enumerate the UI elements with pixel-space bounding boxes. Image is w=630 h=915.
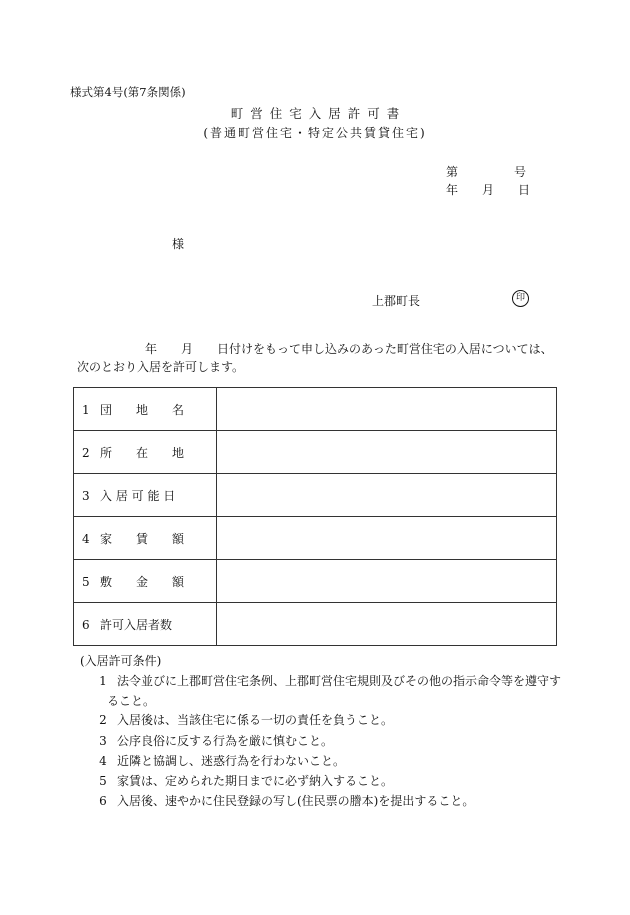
number-prefix: 第 [446,165,459,179]
permit-details-table [73,387,557,646]
row-value-cell[interactable] [217,603,557,646]
condition-text: 近隣と協調し、迷惑行為を行わないこと。 [117,754,346,768]
table-row [74,517,557,560]
condition-item [89,772,393,789]
condition-number: 6 [99,794,107,808]
row-label: 許可入居者数 [100,617,173,632]
row-label: 所 在 地 [100,445,185,460]
row-label-cell [74,560,217,603]
intro-line-2: 次のとおり入居を許可します。 [77,360,245,374]
document-title: 町営住宅入居許可書 [230,106,407,121]
condition-number: 3 [99,734,107,748]
document-subtitle: (普通町営住宅・特定公共賃貸住宅) [203,126,427,140]
row-label: 敷 金 額 [100,574,185,589]
row-label: 入 居 可 能 日 [100,488,176,503]
number-suffix: 号 [514,165,527,179]
table-row [74,603,557,646]
table-row [74,474,557,517]
document-number-line [446,163,526,180]
row-label-cell [74,388,217,431]
row-label-cell [74,474,217,517]
condition-number: 4 [99,754,107,768]
condition-item [89,672,561,689]
row-value-cell[interactable] [217,388,557,431]
conditions-heading: (入居許可条件) [80,654,162,668]
row-number: 6 [82,617,90,632]
condition-text: 入居後、速やかに住民登録の写し(住民票の謄本)を提出すること。 [117,794,475,808]
issuer-name: 上郡町長 [372,294,421,308]
row-number: 4 [82,531,90,546]
seal-mark: 印 [512,290,529,307]
row-number: 3 [82,488,90,503]
date-day: 日 [518,183,531,197]
condition-text: 法令並びに上郡町営住宅条例、上郡町営住宅規則及びその他の指示命令等を遵守す [117,674,562,688]
row-label: 家 賃 額 [100,531,185,546]
row-label: 団 地 名 [100,402,185,417]
row-label-cell [74,603,217,646]
row-label-cell [74,431,217,474]
row-value-cell[interactable] [217,474,557,517]
row-value-cell[interactable] [217,431,557,474]
condition-item [89,792,474,809]
condition-item [89,711,393,728]
row-number: 5 [82,574,90,589]
condition-text-continued: ること。 [107,694,156,708]
condition-number: 5 [99,774,107,788]
row-number: 1 [82,402,90,417]
row-value-cell[interactable] [217,517,557,560]
condition-number: 2 [99,713,107,727]
addressee-suffix: 様 [172,237,185,251]
date-year: 年 [446,183,459,197]
condition-item [89,732,333,749]
condition-text: 入居後は、当該住宅に係る一切の責任を負うこと。 [117,713,394,727]
form-id: 様式第4号(第7条関係) [70,85,186,99]
row-number: 2 [82,445,90,460]
issue-date-line [446,181,530,198]
condition-text: 公序良俗に反する行為を厳に慎むこと。 [117,734,334,748]
table-row [74,388,557,431]
condition-number: 1 [99,674,107,688]
row-label-cell [74,517,217,560]
intro-line-1: 年 月 日付けをもって申し込みのあった町営住宅の入居については、 [145,342,553,356]
table-row [74,560,557,603]
table-row [74,431,557,474]
condition-item [89,752,345,769]
date-month: 月 [482,183,495,197]
row-value-cell[interactable] [217,560,557,603]
condition-text: 家賃は、定められた期日までに必ず納入すること。 [117,774,394,788]
